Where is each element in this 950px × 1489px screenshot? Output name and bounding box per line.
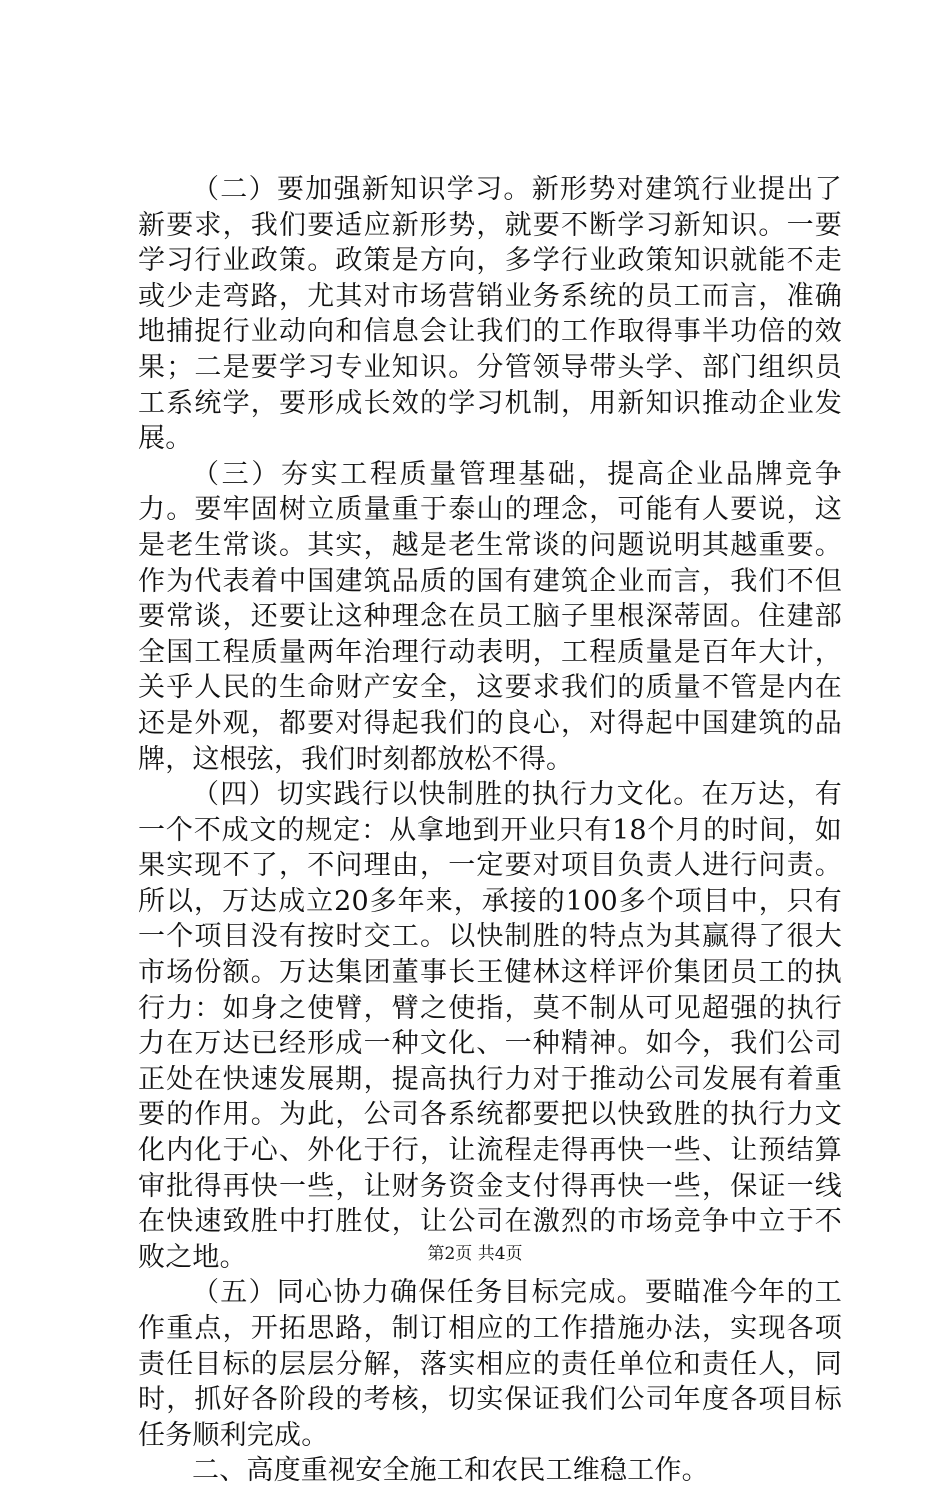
document-body [138, 172, 842, 1489]
paragraph-new-knowledge-study: （二）要加强新知识学习。新形势对建筑行业提出了新要求，我们要适应新形势，就要不断学习新知识。一要学习行业政策。政策是方向，多学行业政策知识就能不走或少走弯路，尤其对市场营销业务系统的员工而言，准确地捕捉行业动向和信息会让我们的工作取得事半功倍的效果；二是要学习专业知识。分管领导带头学、部门组织员工系统学，要形成长效的学习机制，用新知识推动企业发展。 [138, 174, 842, 455]
page-number-footer: 第2页 共4页 [427, 1244, 523, 1264]
section-heading-safety: 二、高度重视安全施工和农民工维稳工作。 [192, 1455, 709, 1487]
paragraph-task-targets: （五）同心协力确保任务目标完成。要瞄准今年的工作重点，开拓思路，制订相应的工作措施办法，实现各项责任目标的层层分解，落实相应的责任单位和责任人，同时，抓好各阶段的考核，切实保证我们公司年度各项目标任务顺利完成。 [138, 1277, 842, 1451]
paragraph-quality-management: （三）夯实工程质量管理基础，提高企业品牌竞争力。要牢固树立质量重于泰山的理念，可能有人要说，这是老生常谈。其实，越是老生常谈的问题说明其越重要。作为代表着中国建筑品质的国有建筑企业而言，我们不但要常谈，还要让这种理念在员工脑子里根深蒂固。住建部全国工程质量两年治理行动表明，工程质量是百年大计，关乎人民的生命财产安全，这要求我们的质量不管是内在还是外观，都要对得起我们的良心，对得起中国建筑的品牌，这根弦，我们时刻都放松不得。 [138, 458, 842, 775]
paragraph-execution-culture: （四）切实践行以快制胜的执行力文化。在万达，有一个不成文的规定：从拿地到开业只有18个月的时间，如果实现不了，不问理由，一定要对项目负责人进行问责。所以，万达成立20多年来，承接的100多个项目中，只有一个项目没有按时交工。以快制胜的特点为其赢得了很大市场份额。万达集团董事长王健林这样评价集团员工的执行力：如身之使臂，臂之使指，莫不制从可见超强的执行力在万达已经形成一种文化、一种精神。如今，我们公司正处在快速发展期，提高执行力对于推动公司发展有着重要的作用。为此，公司各系统都要把以快致胜的执行力文化内化于心、外化于行，让流程走得再快一些、让预结算审批得再快一些，让财务资金支付得再快一些，保证一线在快速致胜中打胜仗，让公司在激烈的市场竞争中立于不败之地。 [138, 779, 842, 1273]
